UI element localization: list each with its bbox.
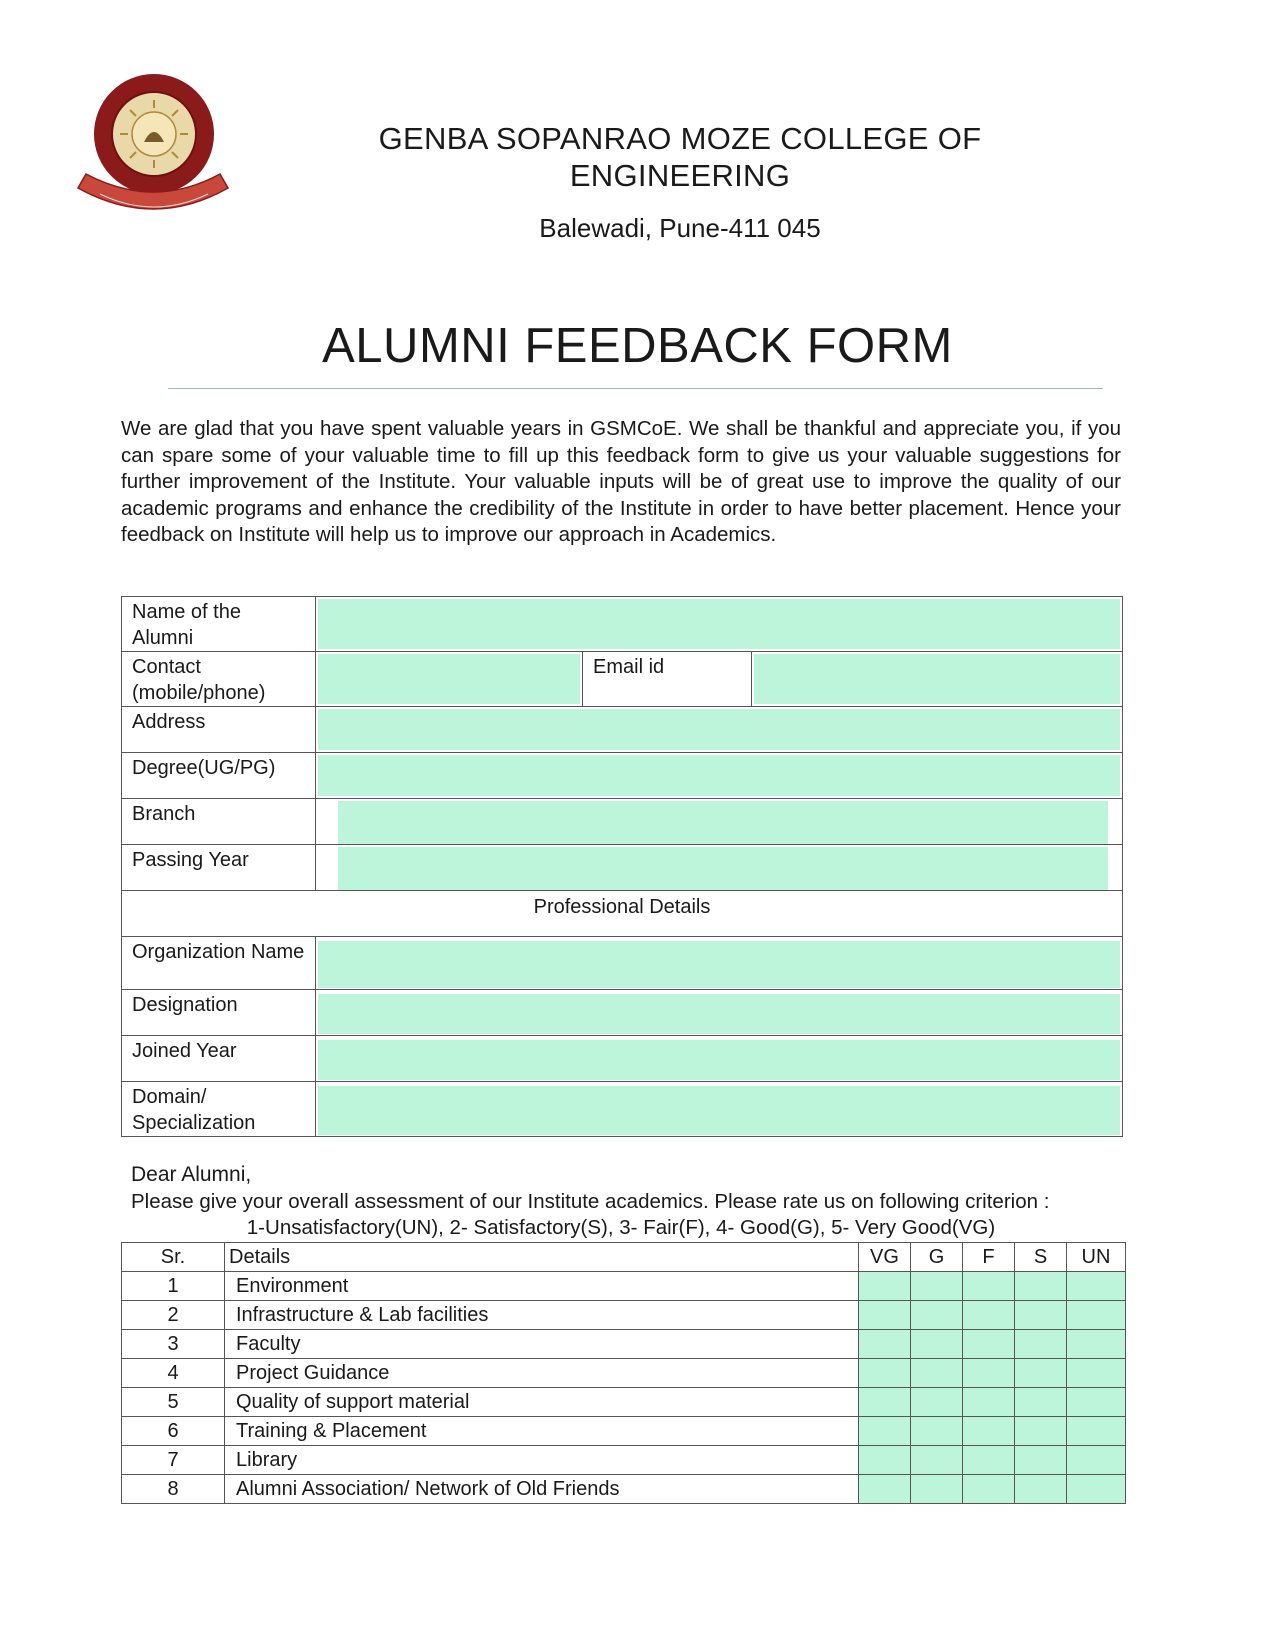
rating-cell-un[interactable] — [1067, 1446, 1126, 1475]
degree-label: Degree(UG/PG) — [122, 753, 316, 799]
row-sr: 3 — [122, 1330, 225, 1359]
header-s: S — [1015, 1243, 1067, 1272]
professional-heading-row — [122, 891, 1123, 937]
intro-paragraph: We are glad that you have spent valuable years in GSMCoE. We shall be thankful and appreciate you, if you can spare some of your valuable time to fill up this feedback form to give us your valuable suggestions for further improvement of the Institute. Your valuable inputs will be of great use to improve the quality of our academic programs and enhance the credibility of the Institute in order to have better placement. Hence your feedback on Institute will help us to improve our approach in Academics. — [121, 417, 1121, 546]
greeting: Dear Alumni, — [131, 1163, 252, 1186]
rating-cell-vg[interactable] — [859, 1301, 911, 1330]
table-row — [122, 1330, 1126, 1359]
joined-year-field[interactable] — [316, 1036, 1123, 1082]
rating-cell-f[interactable] — [963, 1272, 1015, 1301]
domain-row — [122, 1082, 1123, 1137]
rating-cell-s[interactable] — [1015, 1272, 1067, 1301]
rating-cell-un[interactable] — [1067, 1388, 1126, 1417]
college-logo — [72, 70, 232, 220]
rating-cell-g[interactable] — [911, 1301, 963, 1330]
organization-field[interactable] — [316, 937, 1123, 990]
rating-cell-g[interactable] — [911, 1446, 963, 1475]
email-label: Email id — [583, 652, 752, 707]
rating-cell-f[interactable] — [963, 1359, 1015, 1388]
row-sr: 8 — [122, 1475, 225, 1504]
contact-field[interactable] — [316, 652, 583, 707]
row-details: Training & Placement — [225, 1417, 859, 1446]
rating-cell-g[interactable] — [911, 1388, 963, 1417]
assessment-instruction: Please give your overall assessment of our Institute academics. Please rate us on following criterion : — [131, 1190, 1050, 1213]
rating-cell-g[interactable] — [911, 1330, 963, 1359]
rating-cell-s[interactable] — [1015, 1359, 1067, 1388]
rating-cell-un[interactable] — [1067, 1330, 1126, 1359]
rating-cell-vg[interactable] — [859, 1475, 911, 1504]
domain-field[interactable] — [316, 1082, 1123, 1137]
rating-cell-s[interactable] — [1015, 1330, 1067, 1359]
table-row — [122, 1272, 1126, 1301]
row-sr: 7 — [122, 1446, 225, 1475]
rating-cell-g[interactable] — [911, 1417, 963, 1446]
rating-cell-s[interactable] — [1015, 1388, 1067, 1417]
header-g: G — [911, 1243, 963, 1272]
rating-cell-f[interactable] — [963, 1301, 1015, 1330]
organization-label: Organization Name — [122, 937, 316, 990]
rating-cell-f[interactable] — [963, 1446, 1015, 1475]
rating-cell-un[interactable] — [1067, 1417, 1126, 1446]
rating-cell-g[interactable] — [911, 1475, 963, 1504]
designation-field[interactable] — [316, 990, 1123, 1036]
rating-cell-vg[interactable] — [859, 1272, 911, 1301]
rating-cell-vg[interactable] — [859, 1446, 911, 1475]
table-row — [122, 1301, 1126, 1330]
passing-year-label: Passing Year — [122, 845, 316, 891]
row-sr: 6 — [122, 1417, 225, 1446]
title-divider — [168, 388, 1103, 389]
branch-row — [122, 799, 1123, 845]
rating-cell-f[interactable] — [963, 1330, 1015, 1359]
rating-cell-f[interactable] — [963, 1388, 1015, 1417]
passing-year-row — [122, 845, 1123, 891]
domain-label: Domain/ Specialization — [122, 1082, 316, 1137]
header-f: F — [963, 1243, 1015, 1272]
rating-cell-s[interactable] — [1015, 1301, 1067, 1330]
branch-field[interactable] — [316, 799, 1123, 845]
header-details: Details — [225, 1243, 859, 1272]
name-row — [122, 597, 1123, 652]
address-label: Address — [122, 707, 316, 753]
table-row — [122, 1475, 1126, 1504]
alumni-details-table — [121, 596, 1123, 1137]
rating-header-row — [122, 1243, 1126, 1272]
row-sr: 1 — [122, 1272, 225, 1301]
rating-cell-f[interactable] — [963, 1417, 1015, 1446]
rating-cell-un[interactable] — [1067, 1301, 1126, 1330]
rating-cell-s[interactable] — [1015, 1446, 1067, 1475]
row-sr: 4 — [122, 1359, 225, 1388]
table-row — [122, 1446, 1126, 1475]
row-details: Library — [225, 1446, 859, 1475]
rating-cell-f[interactable] — [963, 1475, 1015, 1504]
rating-table — [121, 1242, 1126, 1504]
rating-cell-vg[interactable] — [859, 1388, 911, 1417]
contact-label: Contact (mobile/phone) — [122, 652, 316, 707]
row-sr: 2 — [122, 1301, 225, 1330]
header-vg: VG — [859, 1243, 911, 1272]
rating-body — [122, 1272, 1126, 1504]
college-address: Balewadi, Pune-411 045 — [539, 213, 821, 243]
passing-year-field[interactable] — [316, 845, 1123, 891]
address-field[interactable] — [316, 707, 1123, 753]
row-sr: 5 — [122, 1388, 225, 1417]
rating-cell-g[interactable] — [911, 1359, 963, 1388]
row-details: Quality of support material — [225, 1388, 859, 1417]
row-details: Environment — [225, 1272, 859, 1301]
row-details: Project Guidance — [225, 1359, 859, 1388]
table-row — [122, 1359, 1126, 1388]
row-details: Infrastructure & Lab facilities — [225, 1301, 859, 1330]
rating-cell-un[interactable] — [1067, 1359, 1126, 1388]
rating-cell-s[interactable] — [1015, 1475, 1067, 1504]
rating-cell-vg[interactable] — [859, 1359, 911, 1388]
designation-label: Designation — [122, 990, 316, 1036]
row-details: Faculty — [225, 1330, 859, 1359]
joined-year-label: Joined Year — [122, 1036, 316, 1082]
header-un: UN — [1067, 1243, 1126, 1272]
rating-cell-s[interactable] — [1015, 1417, 1067, 1446]
table-row — [122, 1417, 1126, 1446]
name-field[interactable] — [316, 597, 1123, 652]
joined-year-row — [122, 1036, 1123, 1082]
email-field[interactable] — [752, 652, 1123, 707]
rating-scale: 1-Unsatisfactory(UN), 2- Satisfactory(S), 3- Fair(F), 4- Good(G), 5- Very Good(VG) — [246, 1216, 996, 1239]
name-label: Name of the Alumni — [122, 597, 316, 652]
rating-cell-vg[interactable] — [859, 1417, 911, 1446]
form-title: ALUMNI FEEDBACK FORM — [322, 319, 953, 373]
branch-label: Branch — [122, 799, 316, 845]
row-details: Alumni Association/ Network of Old Friends — [225, 1475, 859, 1504]
address-row — [122, 707, 1123, 753]
rating-cell-un[interactable] — [1067, 1475, 1126, 1504]
organization-row — [122, 937, 1123, 990]
rating-cell-g[interactable] — [911, 1272, 963, 1301]
professional-details-heading: Professional Details — [122, 891, 1123, 937]
degree-row — [122, 753, 1123, 799]
contact-row — [122, 652, 1123, 707]
header-sr: Sr. — [122, 1243, 225, 1272]
rating-cell-vg[interactable] — [859, 1330, 911, 1359]
college-name: GENBA SOPANRAO MOZE COLLEGE OF ENGINEERING — [378, 121, 982, 193]
table-row — [122, 1388, 1126, 1417]
degree-field[interactable] — [316, 753, 1123, 799]
rating-cell-un[interactable] — [1067, 1272, 1126, 1301]
designation-row — [122, 990, 1123, 1036]
